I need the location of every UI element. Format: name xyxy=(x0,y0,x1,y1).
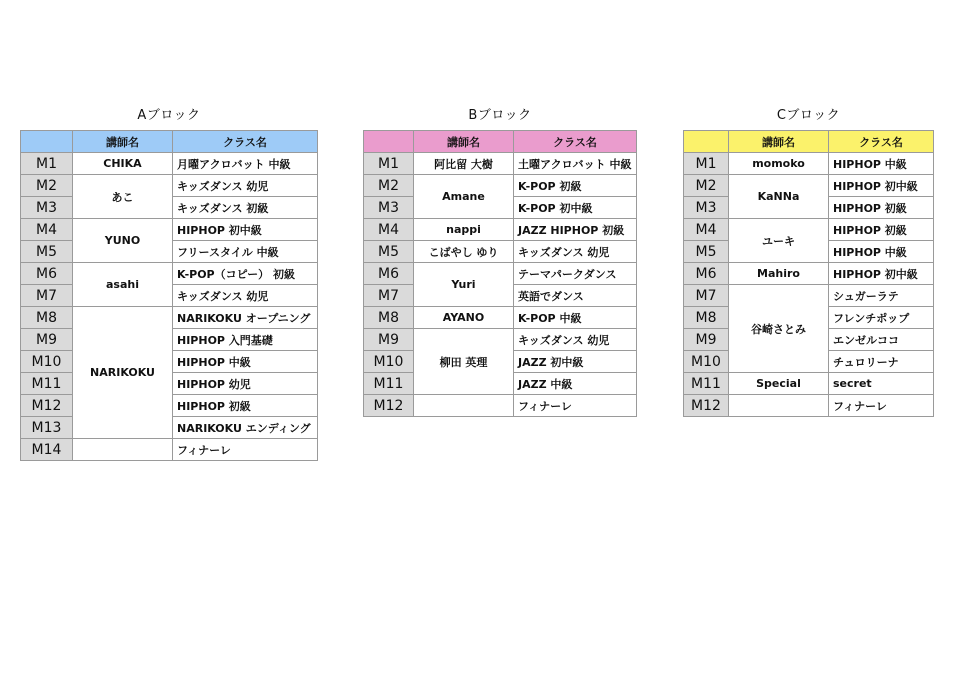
class-cell: HIPHOP 初中級 xyxy=(829,263,934,285)
class-cell: チュロリーナ xyxy=(829,351,934,373)
class-cell: NARIKOKU エンディング xyxy=(173,417,318,439)
teacher-cell: 阿比留 大樹 xyxy=(414,153,514,175)
class-cell: HIPHOP 初中級 xyxy=(173,219,318,241)
class-cell: HIPHOP 中級 xyxy=(829,153,934,175)
teacher-cell: こばやし ゆり xyxy=(414,241,514,263)
class-cell: K-POP（コピー） 初級 xyxy=(173,263,318,285)
slot-number: M4 xyxy=(21,219,73,241)
slot-number: M6 xyxy=(21,263,73,285)
header-row xyxy=(21,131,318,153)
block-b xyxy=(363,106,637,417)
teacher-cell: Special xyxy=(729,373,829,395)
header-teacher: 講師名 xyxy=(414,131,514,153)
class-cell: キッズダンス 幼児 xyxy=(173,175,318,197)
class-cell: HIPHOP 初級 xyxy=(829,219,934,241)
class-cell: キッズダンス 幼児 xyxy=(514,329,637,351)
slot-number: M2 xyxy=(364,175,414,197)
class-cell: テーマパークダンス xyxy=(514,263,637,285)
slot-number: M8 xyxy=(364,307,414,329)
class-cell: 英語でダンス xyxy=(514,285,637,307)
class-cell: キッズダンス 初級 xyxy=(173,197,318,219)
table-row xyxy=(684,263,934,285)
class-cell: HIPHOP 入門基礎 xyxy=(173,329,318,351)
header-class: クラス名 xyxy=(173,131,318,153)
slot-number: M9 xyxy=(364,329,414,351)
table-row xyxy=(364,241,637,263)
class-cell: シュガーラテ xyxy=(829,285,934,307)
class-cell: HIPHOP 幼児 xyxy=(173,373,318,395)
block-title: Cブロック xyxy=(776,108,841,123)
teacher-cell xyxy=(729,395,829,417)
header-teacher: 講師名 xyxy=(729,131,829,153)
slot-number: M13 xyxy=(21,417,73,439)
slot-number: M7 xyxy=(684,285,729,307)
teacher-cell: KaNNa xyxy=(729,175,829,219)
class-cell: K-POP 初級 xyxy=(514,175,637,197)
schedule-table xyxy=(363,130,637,417)
class-cell: HIPHOP 初級 xyxy=(829,197,934,219)
class-cell: 土曜アクロバット 中級 xyxy=(514,153,637,175)
table-row xyxy=(684,153,934,175)
slot-number: M8 xyxy=(21,307,73,329)
teacher-cell: CHIKA xyxy=(73,153,173,175)
slot-number: M10 xyxy=(364,351,414,373)
teacher-cell: asahi xyxy=(73,263,173,307)
class-cell: フィナーレ xyxy=(514,395,637,417)
teacher-cell: Amane xyxy=(414,175,514,219)
slot-number: M11 xyxy=(364,373,414,395)
slot-number: M1 xyxy=(364,153,414,175)
class-cell: JAZZ HIPHOP 初級 xyxy=(514,219,637,241)
block-c xyxy=(683,106,934,417)
table-row xyxy=(364,153,637,175)
table-row xyxy=(684,373,934,395)
teacher-cell: 谷崎さとみ xyxy=(729,285,829,373)
teacher-cell: momoko xyxy=(729,153,829,175)
slot-number: M8 xyxy=(684,307,729,329)
teacher-cell: nappi xyxy=(414,219,514,241)
table-row xyxy=(364,263,637,285)
class-cell: フィナーレ xyxy=(173,439,318,461)
block-a xyxy=(20,106,318,461)
class-cell: HIPHOP 中級 xyxy=(173,351,318,373)
slot-number: M1 xyxy=(21,153,73,175)
slot-number: M12 xyxy=(364,395,414,417)
slot-number: M12 xyxy=(684,395,729,417)
table-row xyxy=(364,175,637,197)
teacher-cell: NARIKOKU xyxy=(73,307,173,439)
slot-number: M10 xyxy=(684,351,729,373)
teacher-cell: YUNO xyxy=(73,219,173,263)
class-cell: エンゼルココ xyxy=(829,329,934,351)
table-row xyxy=(21,307,318,329)
slot-number: M9 xyxy=(684,329,729,351)
slot-number: M11 xyxy=(21,373,73,395)
class-cell: K-POP 中級 xyxy=(514,307,637,329)
slot-number: M3 xyxy=(684,197,729,219)
table-row xyxy=(364,219,637,241)
table-row xyxy=(21,219,318,241)
table-row xyxy=(684,175,934,197)
slot-number: M14 xyxy=(21,439,73,461)
slot-number: M4 xyxy=(684,219,729,241)
slot-number: M9 xyxy=(21,329,73,351)
class-cell: HIPHOP 初中級 xyxy=(829,175,934,197)
table-row xyxy=(684,285,934,307)
header-class: クラス名 xyxy=(829,131,934,153)
teacher-cell: Yuri xyxy=(414,263,514,307)
class-cell: フィナーレ xyxy=(829,395,934,417)
teacher-cell: Mahiro xyxy=(729,263,829,285)
block-title: Bブロック xyxy=(468,108,532,123)
slot-number: M6 xyxy=(364,263,414,285)
table-row xyxy=(364,329,637,351)
class-cell: K-POP 初中級 xyxy=(514,197,637,219)
slot-number: M11 xyxy=(684,373,729,395)
teacher-cell: AYANO xyxy=(414,307,514,329)
slot-number: M2 xyxy=(21,175,73,197)
slot-number: M4 xyxy=(364,219,414,241)
class-cell: フリースタイル 中級 xyxy=(173,241,318,263)
class-cell: キッズダンス 幼児 xyxy=(514,241,637,263)
slot-number: M5 xyxy=(21,241,73,263)
class-cell: 月曜アクロバット 中級 xyxy=(173,153,318,175)
table-row xyxy=(684,219,934,241)
slot-number: M3 xyxy=(21,197,73,219)
header-corner xyxy=(684,131,729,153)
slot-number: M2 xyxy=(684,175,729,197)
slot-number: M7 xyxy=(21,285,73,307)
header-row xyxy=(684,131,934,153)
teacher-cell: あこ xyxy=(73,175,173,219)
slot-number: M1 xyxy=(684,153,729,175)
slot-number: M6 xyxy=(684,263,729,285)
class-cell: キッズダンス 幼児 xyxy=(173,285,318,307)
class-cell: JAZZ 初中級 xyxy=(514,351,637,373)
header-corner xyxy=(364,131,414,153)
schedule-table xyxy=(683,130,934,417)
table-row xyxy=(21,153,318,175)
class-cell: フレンチポップ xyxy=(829,307,934,329)
teacher-cell: ユーキ xyxy=(729,219,829,263)
table-row xyxy=(364,307,637,329)
table-row xyxy=(364,395,637,417)
slot-number: M3 xyxy=(364,197,414,219)
slot-number: M12 xyxy=(21,395,73,417)
table-row xyxy=(21,263,318,285)
teacher-cell: 柳田 英理 xyxy=(414,329,514,395)
table-row xyxy=(21,439,318,461)
class-cell: NARIKOKU オープニング xyxy=(173,307,318,329)
slot-number: M5 xyxy=(364,241,414,263)
class-cell: HIPHOP 中級 xyxy=(829,241,934,263)
header-teacher: 講師名 xyxy=(73,131,173,153)
slot-number: M5 xyxy=(684,241,729,263)
slot-number: M10 xyxy=(21,351,73,373)
class-cell: secret xyxy=(829,373,934,395)
header-corner xyxy=(21,131,73,153)
header-class: クラス名 xyxy=(514,131,637,153)
teacher-cell xyxy=(414,395,514,417)
block-title: Aブロック xyxy=(137,108,201,123)
table-row xyxy=(684,395,934,417)
slot-number: M7 xyxy=(364,285,414,307)
header-row xyxy=(364,131,637,153)
schedule-table xyxy=(20,130,318,461)
table-row xyxy=(21,175,318,197)
class-cell: JAZZ 中級 xyxy=(514,373,637,395)
teacher-cell xyxy=(73,439,173,461)
class-cell: HIPHOP 初級 xyxy=(173,395,318,417)
